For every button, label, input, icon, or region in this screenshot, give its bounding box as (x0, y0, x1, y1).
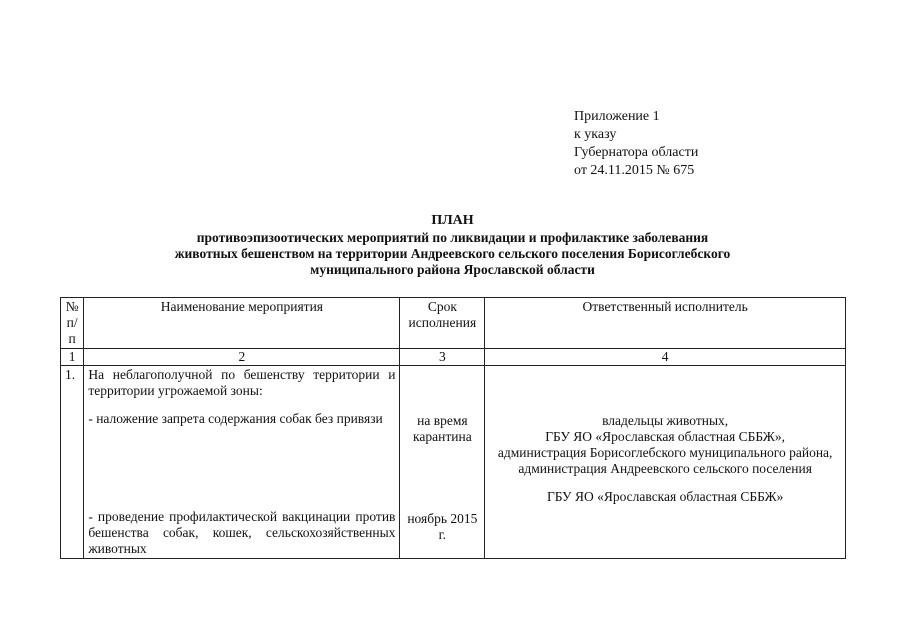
column-number-row (61, 349, 846, 366)
row-terms (400, 366, 485, 559)
responsible-line: владельцы животных, (602, 413, 729, 428)
title-line-3: муниципального района Ярославской области (310, 262, 595, 277)
column-number: 1 (61, 349, 84, 366)
appendix-note (574, 108, 698, 180)
title-line-1: противоэпизоотических мероприятий по ликвидации и профилактике заболевания (196, 230, 709, 245)
appendix-line-1: Приложение 1 (574, 109, 660, 124)
appendix-line-2: к указу (574, 127, 617, 142)
activity-item-1: - наложение запрета содержания собак без привязи (88, 411, 383, 426)
header-responsible: Ответственный исполнитель (485, 298, 846, 349)
document-title (60, 213, 845, 278)
column-number: 3 (400, 349, 485, 366)
header-name: Наименование мероприятия (84, 298, 400, 349)
responsible-line: администрация Борисоглебского муниципального района, (497, 445, 833, 460)
row-intro: На неблагополучной по бешенству территории и территории угрожаемой зоны: (88, 367, 396, 398)
column-number: 4 (485, 349, 846, 366)
title-line-2: животных бешенством на территории Андреевского сельского поселения Борисоглебского (174, 246, 731, 261)
term-item-1: на время карантина (413, 413, 472, 444)
column-number: 2 (84, 349, 400, 366)
responsible-item-2: ГБУ ЯО «Ярославская областная СББЖ» (546, 489, 784, 504)
responsible-item-1 (489, 413, 841, 477)
appendix-line-4: от 24.11.2015 № 675 (574, 163, 695, 178)
responsible-line: администрация Андреевского сельского поселения (518, 461, 812, 476)
header-term: Срок исполнения (400, 298, 485, 349)
table-header-row (61, 298, 846, 349)
term-item-2: ноябрь 2015 г. (407, 511, 478, 542)
title-heading: ПЛАН (431, 213, 474, 228)
header-num: № п/п (61, 298, 84, 349)
table-row (61, 366, 846, 559)
responsible-line: ГБУ ЯО «Ярославская областная СББЖ», (545, 429, 786, 444)
row-number: 1. (61, 366, 84, 559)
appendix-line-3: Губернатора области (574, 145, 699, 160)
activity-item-2: - проведение профилактической вакцинации против бешенства собак, кошек, сельскохозяйственных животных (88, 509, 396, 556)
row-activities (84, 366, 400, 559)
row-responsible (485, 366, 846, 559)
plan-table (60, 297, 846, 559)
